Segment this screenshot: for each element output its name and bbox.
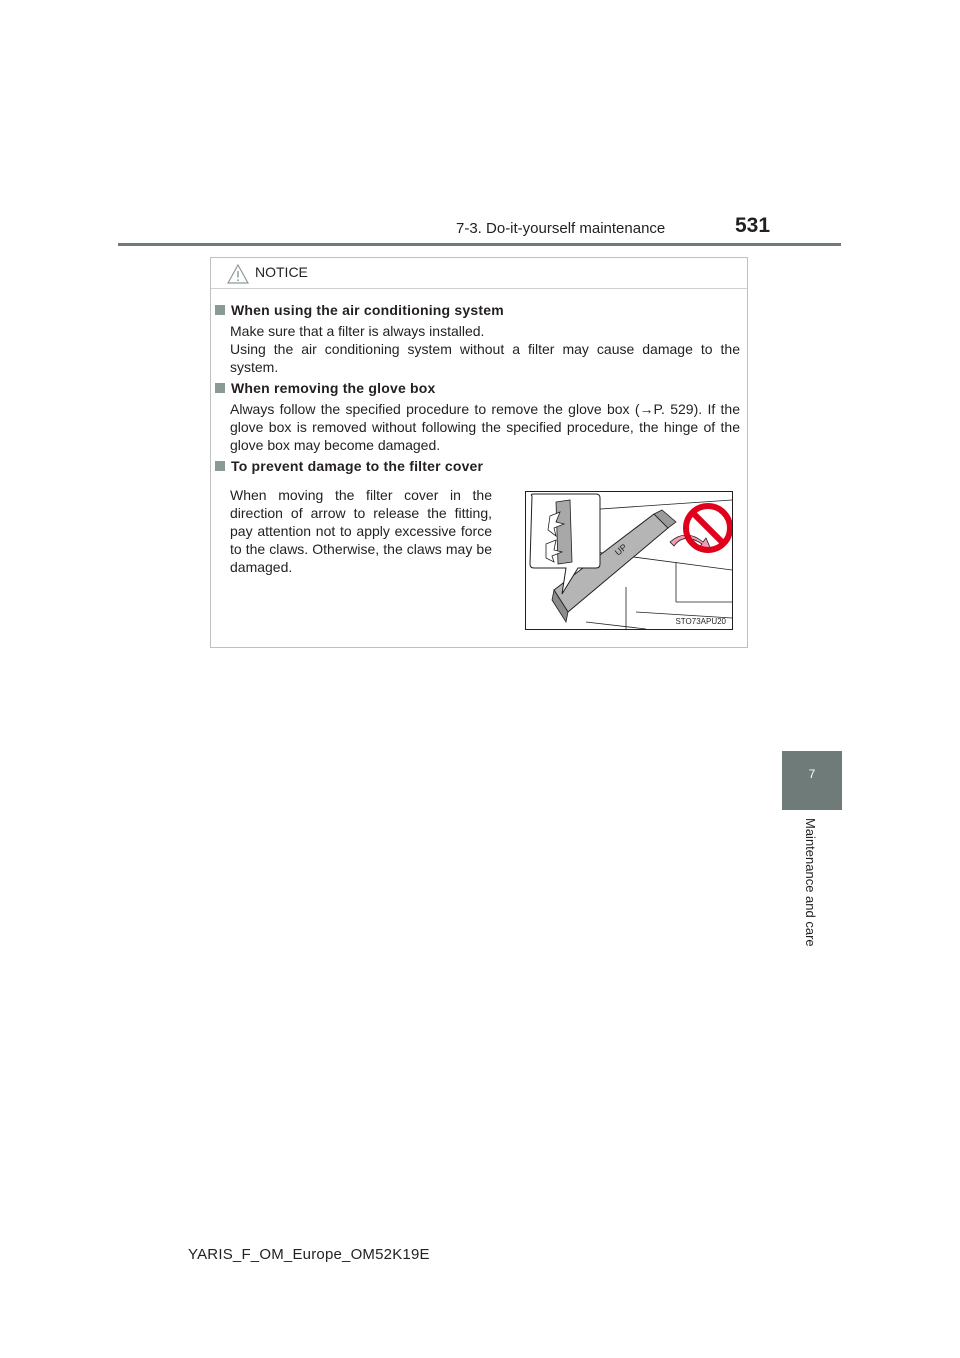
chapter-title: Maintenance and care [803, 818, 818, 947]
paragraph-filter-cover: When moving the filter cover in the direction of arrow to release the fitting, pay attention not to apply excessive force to the claws. Otherwise, the claws may be damaged. [230, 487, 492, 575]
chapter-tab [782, 751, 842, 810]
item-title-text: When removing the glove box [231, 380, 436, 396]
notice-box [210, 257, 748, 648]
header-rule [118, 243, 841, 246]
paragraph-air-conditioning-1: Make sure that a filter is always installed. [230, 323, 485, 339]
square-bullet-icon [215, 305, 225, 315]
square-bullet-icon [215, 461, 225, 471]
document-id: YARIS_F_OM_Europe_OM52K19E [188, 1246, 430, 1263]
filter-cover-illustration [525, 491, 733, 630]
warning-icon [227, 264, 249, 284]
item-title-text: When using the air conditioning system [231, 302, 504, 318]
item-title-glove-box [215, 380, 436, 396]
item-title-text: To prevent damage to the filter cover [231, 458, 484, 474]
item-title-air-conditioning [215, 302, 504, 318]
section-title: 7-3. Do-it-yourself maintenance [456, 220, 666, 237]
chapter-number: 7 [808, 767, 816, 781]
paragraph-glove-box: Always follow the specified procedure to remove the glove box (→P. 529). If the glove box is removed without following the specified procedure, the hinge of the glove box may become damaged. [230, 401, 740, 453]
filter-cover-drawing [526, 492, 732, 629]
notice-header [211, 258, 747, 289]
figure-code: STO73APU20 [675, 617, 726, 626]
page-number: 531 [735, 214, 771, 237]
item-title-filter-cover [215, 458, 483, 474]
cover-marking: UP [612, 541, 629, 558]
paragraph-air-conditioning-2: Using the air conditioning system without a filter may cause damage to the system. [230, 341, 740, 375]
square-bullet-icon [215, 383, 225, 393]
notice-label: NOTICE [255, 264, 308, 280]
